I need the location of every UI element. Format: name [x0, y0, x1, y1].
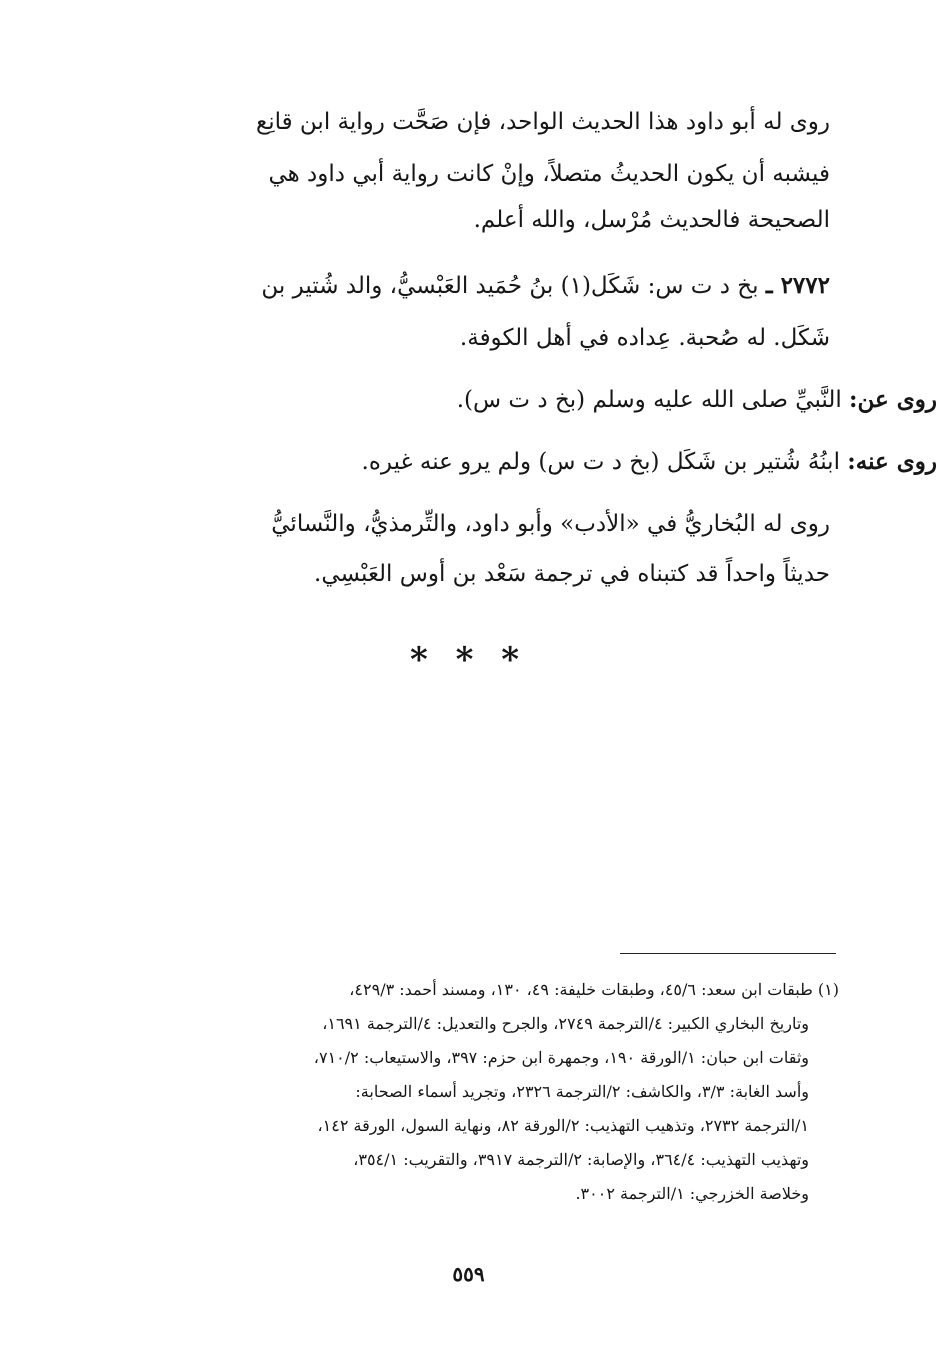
paragraph-1-line-3: الصحيحة فالحديث مُرْسل، والله أعلم.: [473, 207, 830, 233]
entry-line-1-text: بخ د ت س: شَكَل(١) بنُ حُمَيد العَبْسيُّ، والد شُتير بن: [261, 273, 759, 299]
footnote-line-1: (١) طبقات ابن سعد: ٤٥/٦، وطبقات خليفة: ٤٩، ١٣٠، ومسند أحمد: ٤٢٩/٣،: [349, 980, 839, 999]
footnote-line-4: وأسد الغابة: ٣/٣، والكاشف: ٢/الترجمة ٢٣٢٦، وتجريد أسماء الصحابة:: [355, 1082, 809, 1101]
narrated-by-text: ابنُهُ شُتير بن شَكَل (بخ د ت س) ولم يرو عنه غيره.: [361, 449, 840, 475]
paragraph-1-line-2: فيشبه أن يكون الحديثُ متصلاً، وإنْ كانت رواية أبي داود هي: [268, 161, 830, 187]
paragraph-1-line-1: روى له أبو داود هذا الحديث الواحد، فإن صَحَّت رواية ابن قانِع: [255, 109, 830, 135]
footnote-line-3: وثقات ابن حبان: ١/الورقة ١٩٠، وجمهرة ابن حزم: ٣٩٧، والاستيعاب: ٧١٠/٢،: [313, 1048, 809, 1067]
entry-line-2: شَكَل. له صُحبة. عِداده في أهل الكوفة.: [459, 325, 830, 351]
entry-heading-line: [130, 268, 830, 304]
footnote-line-5: ١/الترجمة ٢٧٣٢، وتذهيب التهذيب: ٢/الورقة ٨٢، ونهاية السول، الورقة ١٤٢،: [317, 1116, 809, 1135]
entry-number: ٢٧٧٢ ـ: [765, 272, 830, 299]
footnote-line-6: وتهذيب التهذيب: ٣٦٤/٤، والإصابة: ٢/الترجمة ٣٩١٧، والتقريب: ٣٥٤/١،: [353, 1150, 809, 1169]
paragraph-2-line-1: روى له البُخاريُّ في «الأدب» وأبو داود، والتِّرمذيُّ، والنَّسائيُّ: [271, 511, 830, 537]
footnote-line-7: وخلاصة الخزرجي: ١/الترجمة ٣٠٠٢.: [575, 1184, 809, 1203]
narrated-by-line: [0, 444, 937, 480]
narrated-from-label: روى عن:: [849, 386, 937, 413]
narrated-from-line: [0, 382, 937, 418]
narrated-from-text: النَّبيِّ صلى الله عليه وسلم (بخ د ت س).: [456, 387, 842, 413]
paragraph-2-line-2: حديثاً واحداً قد كتبناه في ترجمة سَعْد بن أوس العَبْسِي.: [314, 561, 830, 587]
footnote-line-2: وتاريخ البخاري الكبير: ٤/الترجمة ٢٧٤٩، والجرح والتعديل: ٤/الترجمة ١٦٩١،: [322, 1014, 809, 1033]
narrated-by-label: روى عنه:: [847, 448, 937, 475]
footnote-divider: [620, 953, 836, 954]
page-number: ٥٥٩: [452, 1262, 485, 1286]
section-separator: * * *: [409, 640, 527, 680]
